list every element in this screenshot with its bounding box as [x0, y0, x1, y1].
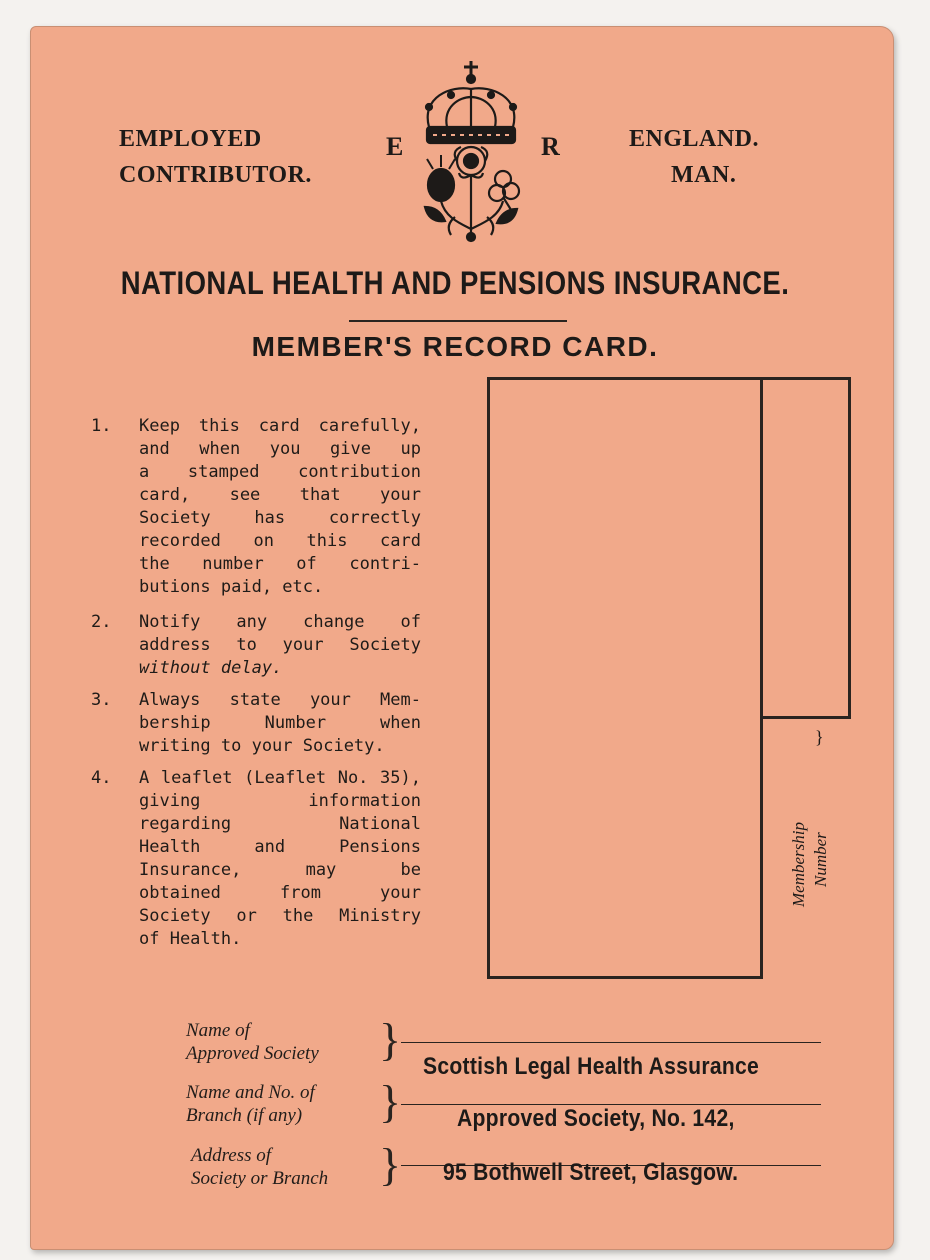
branch-label	[186, 1081, 315, 1127]
approved-society-value: Scottish Legal Health Assurance	[423, 1053, 760, 1080]
instruction-4-line: giving information	[139, 791, 421, 811]
field-label-line: Address of	[191, 1145, 272, 1166]
instruction-4-line: Health and Pensions	[139, 837, 421, 857]
man-label: MAN.	[671, 162, 737, 188]
field-label-line: Name and No. of	[186, 1082, 315, 1103]
instruction-1-line: recorded on this card	[139, 531, 421, 551]
membership-number-box	[763, 377, 851, 719]
branch-value: Approved Society, No. 142,	[457, 1105, 735, 1132]
card-title: NATIONAL HEALTH AND PENSIONS INSURANCE.	[120, 265, 790, 301]
instruction-3-line: bership Number when	[139, 713, 421, 733]
membership-label-line2: Number	[811, 832, 830, 887]
address-label	[191, 1144, 328, 1190]
instruction-2-line: address to your Society	[139, 635, 421, 655]
instruction-4-line: obtained from your	[139, 883, 421, 903]
contributor-label: CONTRIBUTOR.	[119, 162, 312, 188]
instruction-2	[139, 611, 421, 680]
instruction-1-line: Society has correctly	[139, 508, 421, 528]
instruction-4-line: Society or the Ministry	[139, 906, 421, 926]
instruction-3	[139, 689, 421, 758]
instruction-4	[139, 767, 421, 951]
instruction-1-line: and when you give up	[139, 439, 421, 459]
address-value: 95 Bothwell Street, Glasgow.	[443, 1159, 739, 1186]
membership-label-line1: Membership	[789, 822, 808, 907]
approved-society-label	[186, 1019, 319, 1065]
field-label-line: Name of	[186, 1020, 250, 1041]
instruction-1-line: card, see that your	[139, 485, 421, 505]
field-brace: }	[379, 1076, 402, 1127]
instructions-list	[91, 415, 431, 975]
instruction-1-line: butions paid, etc.	[139, 577, 324, 597]
instruction-4-line: of Health.	[139, 929, 242, 949]
instruction-3-number: 3.	[91, 690, 112, 710]
england-label: ENGLAND.	[629, 126, 760, 152]
card-subtitle: MEMBER'S RECORD CARD.	[251, 331, 659, 362]
field-label-line: Branch (if any)	[186, 1105, 303, 1126]
instruction-4-line: regarding National	[139, 814, 421, 834]
title-divider	[349, 320, 567, 322]
instruction-1	[139, 415, 421, 599]
field-brace: }	[379, 1014, 402, 1065]
membership-brace: }	[815, 727, 824, 747]
instruction-3-line: Always state your Mem-	[139, 690, 421, 710]
membership-number-label	[761, 747, 861, 917]
instruction-1-number: 1.	[91, 416, 112, 436]
instruction-3-line: writing to your Society.	[139, 736, 385, 756]
instruction-2-line: Notify any change of	[139, 612, 421, 632]
cipher-e: E	[386, 132, 404, 161]
employed-label: EMPLOYED	[119, 126, 262, 152]
instruction-1-line: Keep this card carefully,	[139, 416, 421, 436]
instruction-4-number: 4.	[91, 768, 112, 788]
cipher-r: R	[541, 132, 561, 161]
instruction-4-line: A leaflet (Leaflet No. 35),	[139, 768, 421, 788]
instruction-2-number: 2.	[91, 612, 112, 632]
field-label-line: Society or Branch	[191, 1168, 329, 1189]
instruction-4-line: Insurance, may be	[139, 860, 421, 880]
instruction-1-line: a stamped contribution	[139, 462, 421, 482]
record-card	[30, 26, 894, 1250]
instruction-1-line: the number of contri-	[139, 554, 421, 574]
field-label-line: Approved Society	[186, 1043, 319, 1064]
field-rule	[401, 1042, 821, 1043]
field-brace: }	[379, 1139, 402, 1190]
instruction-2-line: without delay.	[139, 658, 283, 678]
royal-crown-crest-icon	[411, 57, 531, 243]
photo-box	[487, 377, 763, 979]
